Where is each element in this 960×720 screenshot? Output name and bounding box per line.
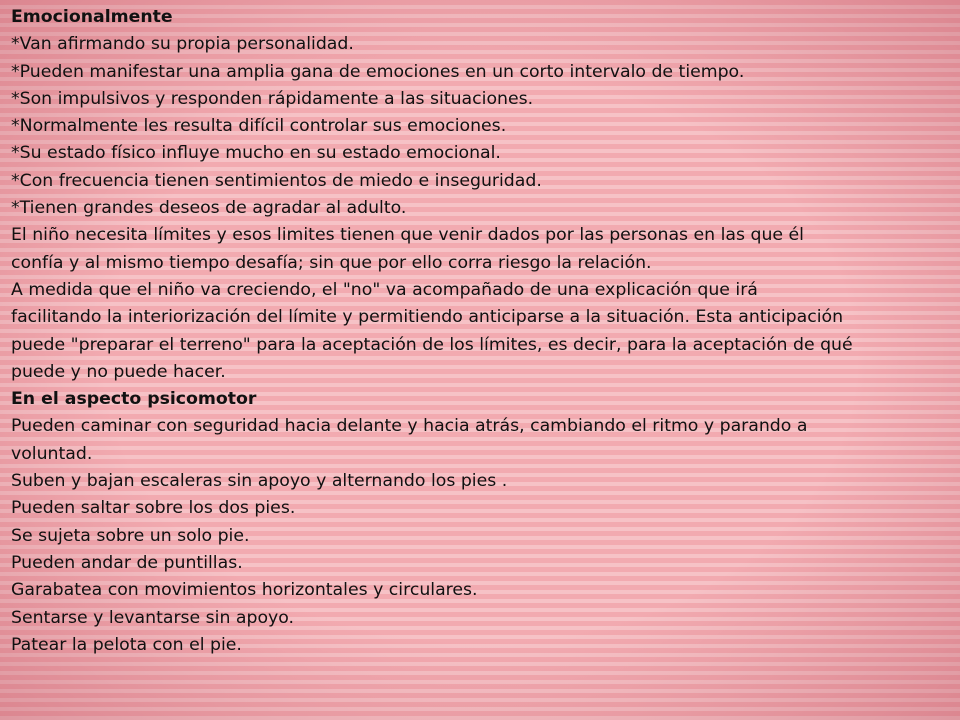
line: puede "preparar el terreno" para la aceptación de los límites, es decir, para la aceptación de qué [11,334,853,355]
line: *Pueden manifestar una amplia gana de emociones en un corto intervalo de tiempo. [11,61,745,82]
line: puede y no puede hacer. [11,361,226,382]
line: confía y al mismo tiempo desafía; sin que por ello corra riesgo la relación. [11,252,652,273]
line: *Su estado físico influye mucho en su estado emocional. [11,143,501,164]
section-heading: En el aspecto psicomotor [11,389,257,410]
line: voluntad. [11,443,93,464]
line: *Con frecuencia tienen sentimientos de miedo e inseguridad. [11,170,542,191]
slide-text-body [11,4,956,716]
line: Se sujeta sobre un solo pie. [11,525,250,546]
line: Pueden saltar sobre los dos pies. [11,498,296,519]
line: *Tienen grandes deseos de agradar al adulto. [11,198,407,219]
line: *Van afirmando su propia personalidad. [11,34,354,55]
line: Patear la pelota con el pie. [11,634,242,655]
line: A medida que el niño va creciendo, el "no" va acompañado de una explicación que irá [11,279,758,300]
section-heading: Emocionalmente [11,7,173,27]
line: El niño necesita límites y esos limites tienen que venir dados por las personas en las que él [11,225,804,246]
line: Sentarse y levantarse sin apoyo. [11,607,295,628]
line: *Son impulsivos y responden rápidamente a las situaciones. [11,88,534,109]
line: Pueden andar de puntillas. [11,552,243,573]
line: *Normalmente les resulta difícil controlar sus emociones. [11,116,507,137]
line: Suben y bajan escaleras sin apoyo y alternando los pies . [11,471,508,492]
line: Garabatea con movimientos horizontales y circulares. [11,580,478,601]
line: Pueden caminar con seguridad hacia delante y hacia atrás, cambiando el ritmo y parando a [11,416,808,437]
line: facilitando la interiorización del límite y permitiendo anticiparse a la situación. Esta anticipación [11,307,844,328]
